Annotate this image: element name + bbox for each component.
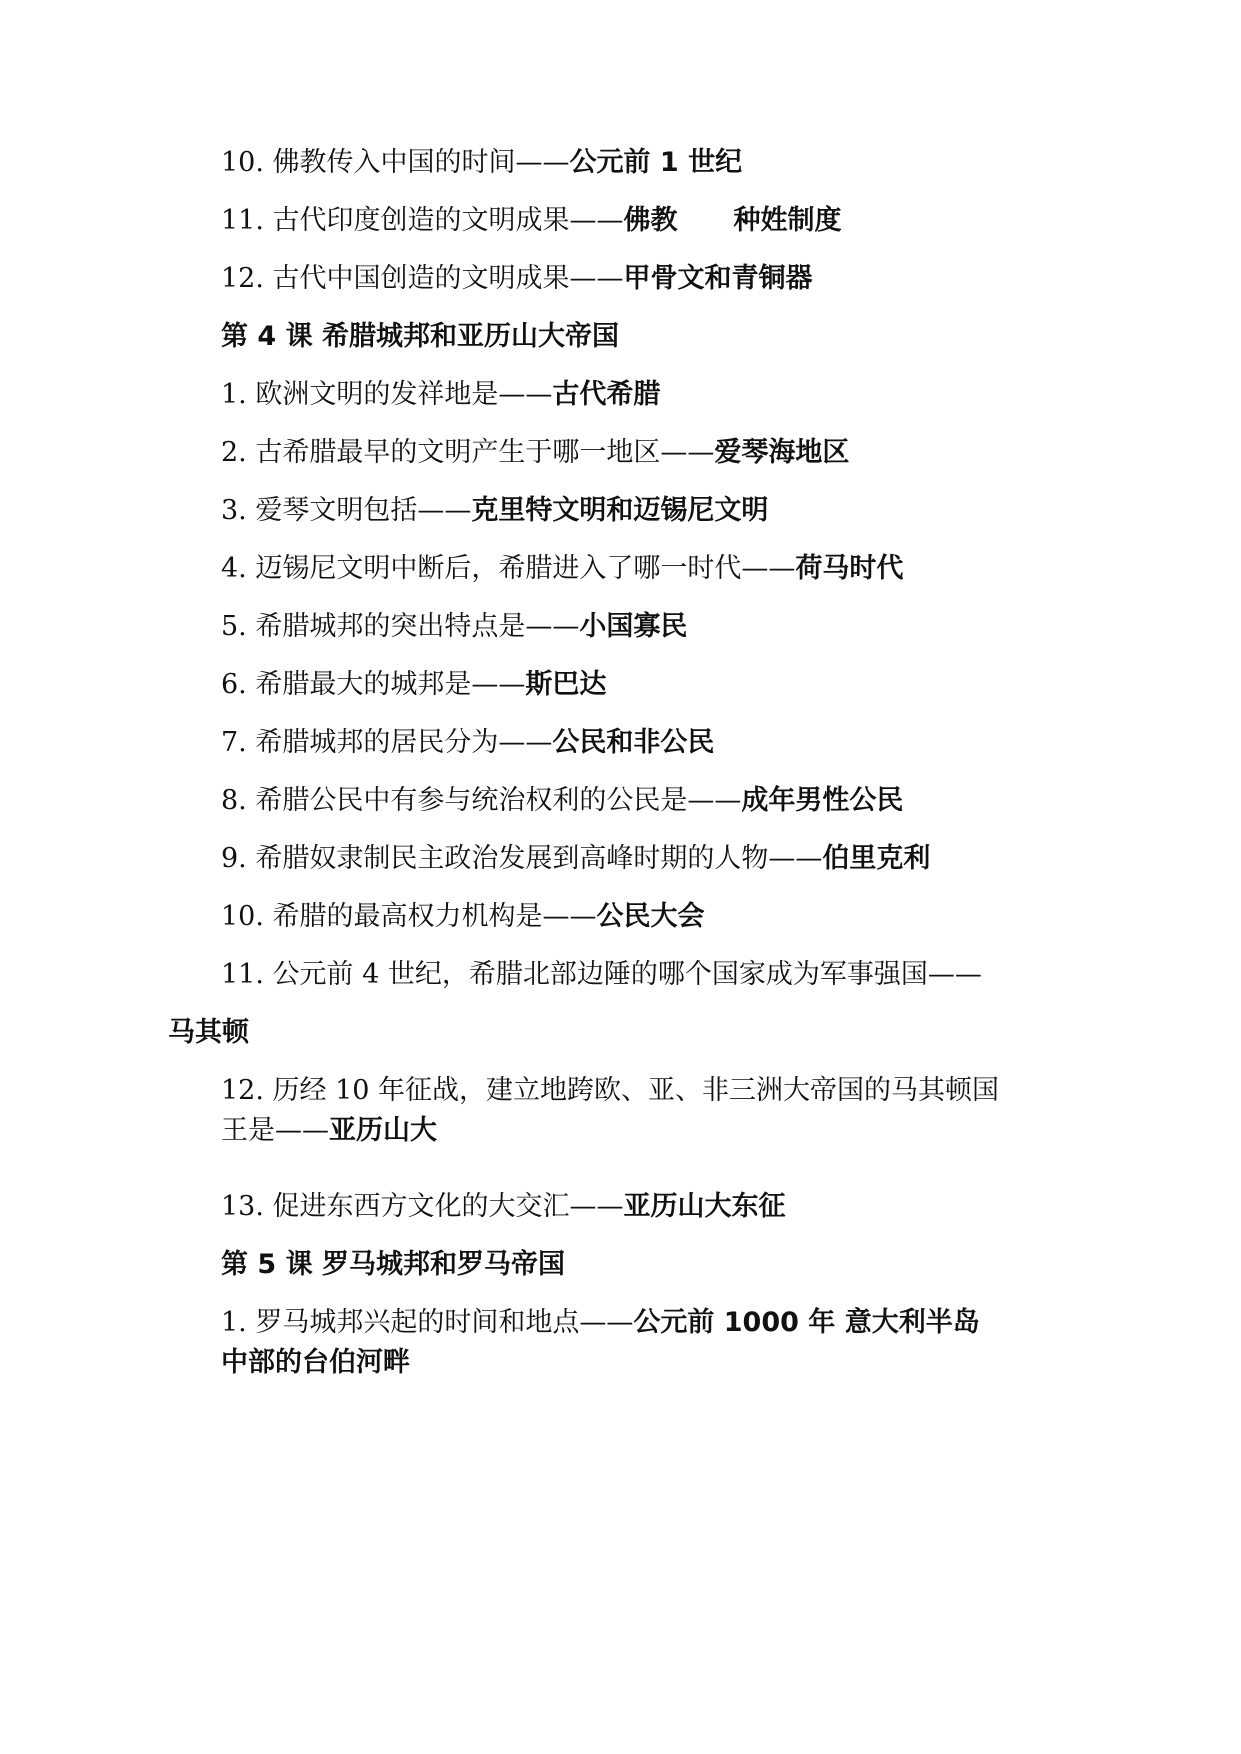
list-item <box>0 433 1241 473</box>
answer-text: 佛教 <box>623 205 678 236</box>
answer-text: 公元前 1 世纪 <box>569 147 743 178</box>
answer-text: 甲骨文和青铜器 <box>623 263 813 294</box>
question-text: 1. 罗马城邦兴起的时间和地点—— <box>221 1307 634 1338</box>
lesson-heading: 第 4 课 希腊城邦和亚历山大帝国 <box>221 321 619 352</box>
answer-text: 小国寡民 <box>579 611 688 642</box>
question-text: 4. 迈锡尼文明中断后，希腊进入了哪一时代—— <box>221 553 796 584</box>
question-text: 8. 希腊公民中有参与统治权利的公民是—— <box>221 785 742 816</box>
lesson-heading: 第 5 课 罗马城邦和罗马帝国 <box>221 1249 565 1280</box>
answer-text: 公民和非公民 <box>552 727 715 758</box>
question-text: 3. 爱琴文明包括—— <box>221 495 472 526</box>
answer-text: 亚历山大 <box>329 1115 437 1146</box>
question-text: 7. 希腊城邦的居民分为—— <box>221 727 553 758</box>
question-text: 11. 公元前 4 世纪，希腊北部边陲的哪个国家成为军事强国—— <box>221 959 982 990</box>
question-text: 12. 历经 10 年征战，建立地跨欧、亚、非三洲大帝国的马其顿国王是—— <box>221 1075 1000 1146</box>
question-text: 13. 促进东西方文化的大交汇—— <box>221 1191 624 1222</box>
list-item <box>0 723 1241 763</box>
answer-text: 公民大会 <box>596 901 705 932</box>
question-text: 11. 古代印度创造的文明成果—— <box>221 205 624 236</box>
list-item <box>0 259 1241 299</box>
answer-text: 荷马时代 <box>795 553 904 584</box>
list-item <box>0 665 1241 705</box>
answer-text: 公元前 1000 年 意大利半岛中部的台伯河畔 <box>221 1307 980 1378</box>
question-text: 1. 欧洲文明的发祥地是—— <box>221 379 553 410</box>
question-text: 10. 希腊的最高权力机构是—— <box>221 901 597 932</box>
question-text: 5. 希腊城邦的突出特点是—— <box>221 611 580 642</box>
answer-text: 克里特文明和迈锡尼文明 <box>471 495 769 526</box>
question-text: 2. 古希腊最早的文明产生于哪一地区—— <box>221 437 715 468</box>
list-item <box>0 491 1241 531</box>
answer-text: 马其顿 <box>168 1017 249 1048</box>
list-item <box>0 549 1241 589</box>
list-item <box>0 143 1241 183</box>
list-item <box>0 1071 1001 1151</box>
list-item <box>0 375 1241 415</box>
question-text: 12. 古代中国创造的文明成果—— <box>221 263 624 294</box>
list-item <box>0 201 1241 241</box>
question-text: 10. 佛教传入中国的时间—— <box>221 147 570 178</box>
list-item <box>0 1303 1001 1383</box>
list-item <box>0 1187 1241 1227</box>
answer-text: 亚历山大东征 <box>623 1191 786 1222</box>
list-item-continuation <box>0 1013 1241 1053</box>
list-item <box>0 955 1241 995</box>
list-item <box>0 607 1241 647</box>
list-item <box>0 839 1241 879</box>
answer-text: 成年男性公民 <box>741 785 904 816</box>
list-item <box>0 781 1241 821</box>
answer-text: 爱琴海地区 <box>714 437 850 468</box>
answer-text: 伯里克利 <box>822 843 931 874</box>
answer-text: 斯巴达 <box>525 669 607 700</box>
answer-text: 种姓制度 <box>733 205 842 236</box>
question-text: 9. 希腊奴隶制民主政治发展到高峰时期的人物—— <box>221 843 823 874</box>
question-text: 6. 希腊最大的城邦是—— <box>221 669 526 700</box>
answer-text: 古代希腊 <box>552 379 661 410</box>
list-item <box>0 897 1241 937</box>
